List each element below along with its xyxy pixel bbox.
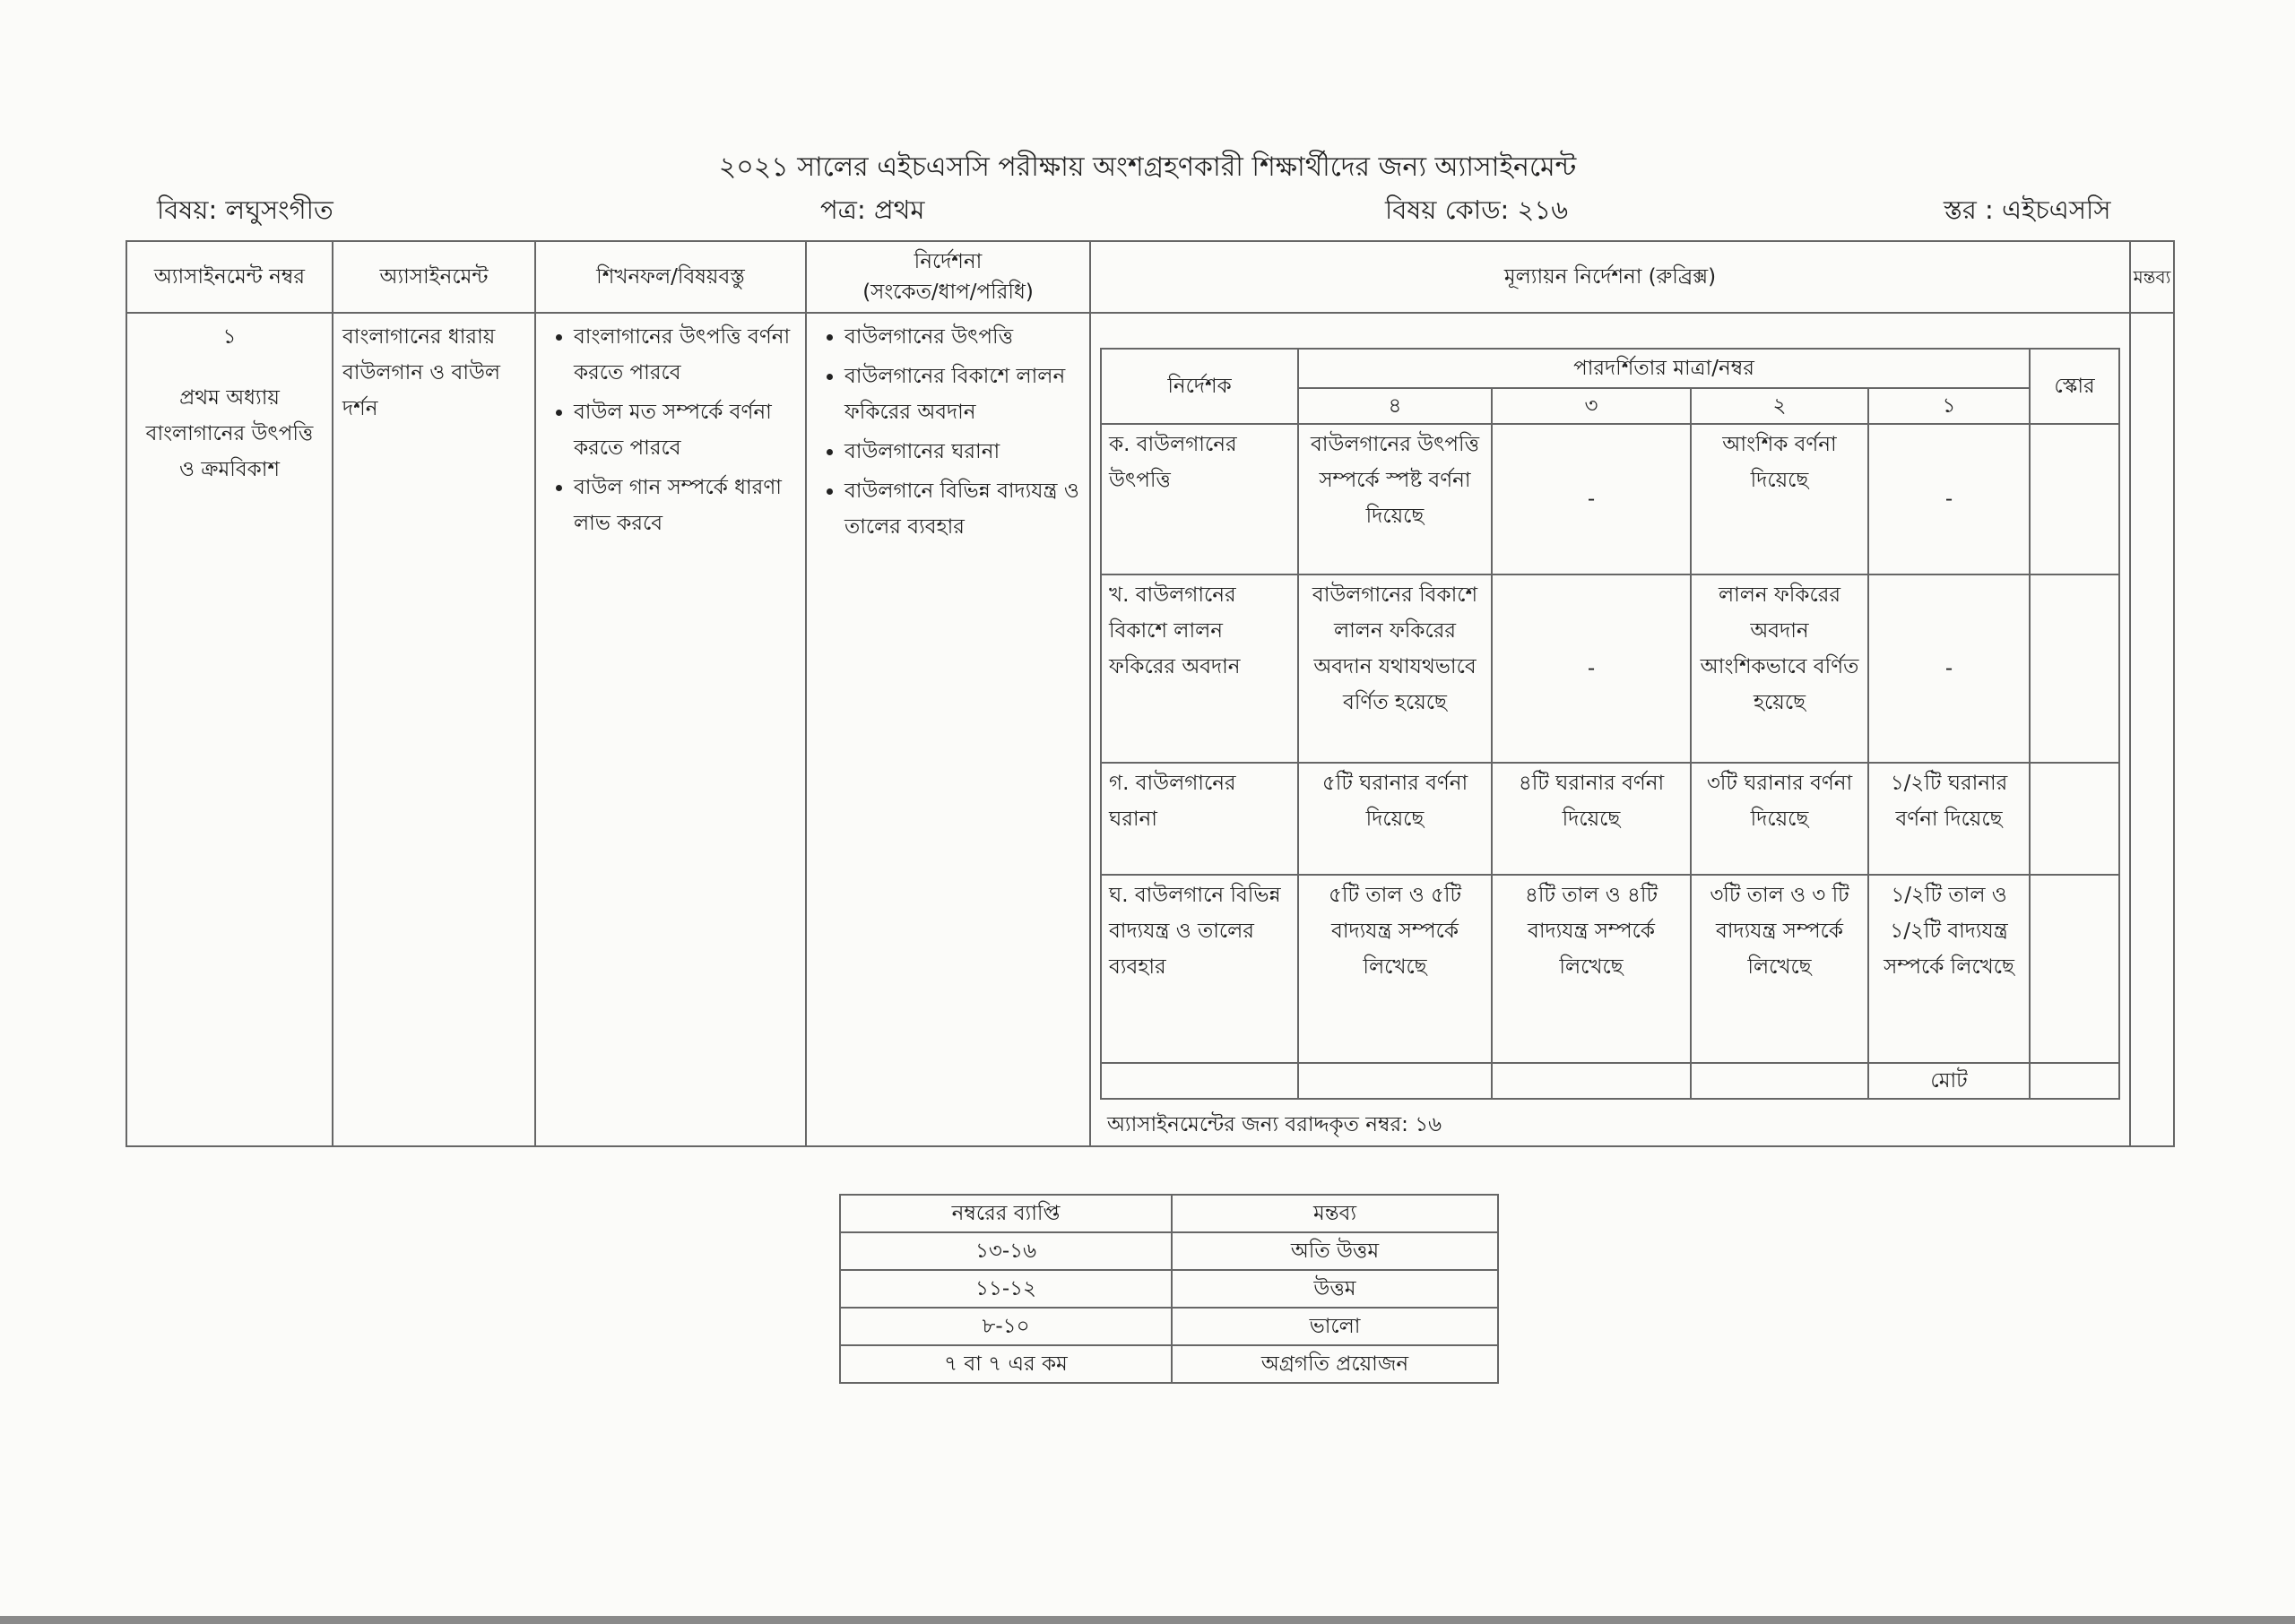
score-row	[840, 1232, 1498, 1270]
score-row	[840, 1308, 1498, 1345]
score-range: ১১-১২	[840, 1270, 1172, 1308]
rubric-row	[1101, 875, 2119, 1063]
chapter-label: প্রথম অধ্যায়	[179, 386, 280, 410]
header-assignment-no: অ্যাসাইনমেন্ট নম্বর	[126, 241, 333, 313]
rubric-level-1-text: -	[1868, 424, 2030, 574]
header-outcomes: শিখনফল/বিষয়বস্তু	[535, 241, 806, 313]
subject-code-label: বিষয় কোড: ২১৬	[1385, 194, 1569, 225]
rubric-level-3: ৩	[1492, 388, 1691, 424]
rubric-indicator: ঘ. বাউলগানে বিভিন্ন বাদ্যযন্ত্র ও তালের ব্যবহার	[1101, 875, 1298, 1063]
rubric-score-cell	[2030, 875, 2119, 1063]
rubric-indicator-header: নির্দেশক	[1101, 349, 1298, 424]
rubric-level-2-text: ৩টি ঘরানার বর্ণনা দিয়েছে	[1691, 763, 1868, 875]
score-range: ৮-১০	[840, 1308, 1172, 1345]
rubric-level-4-text: বাউলগানের উৎপত্তি সম্পর্কে স্পষ্ট বর্ণনা দিয়েছে	[1298, 424, 1492, 574]
rubric-level-2: ২	[1691, 388, 1868, 424]
rubric-level-1: ১	[1868, 388, 2030, 424]
subject-label: বিষয়: লঘুসংগীত	[157, 194, 333, 225]
instruction-item: • বাউলগানের উৎপত্তি	[844, 319, 1080, 355]
allotted-marks: অ্যাসাইনমেন্টের জন্য বরাদ্দকৃত নম্বর: ১৬	[1107, 1113, 1442, 1136]
assignment-topic: বাংলাগানের ধারায় বাউলগান ও বাউল দর্শন	[333, 313, 535, 1146]
score-range: ১৩-১৬	[840, 1232, 1172, 1270]
instruction-item: • বাউলগানে বিভিন্ন বাদ্যযন্ত্র ও তালের ব্যবহার	[844, 473, 1080, 545]
rubric-level-1-text: ১/২টি তাল ও ১/২টি বাদ্যযন্ত্র সম্পর্কে লিখেছে	[1868, 875, 2030, 1063]
level-label: স্তর : এইচএসসি	[1944, 194, 2111, 225]
document-title: ২০২১ সালের এইচএসসি পরীক্ষায় অংশগ্রহণকারী শিক্ষার্থীদের জন্য অ্যাসাইনমেন্ট	[718, 151, 1577, 183]
outcome-item: • বাউল মত সম্পর্কে বর্ণনা করতে পারবে	[574, 394, 796, 466]
evaluation-cell	[1090, 313, 2130, 1146]
score-range-header: নম্বরের ব্যাপ্তি	[840, 1195, 1172, 1232]
outcome-item: • বাংলাগানের উৎপত্তি বর্ণনা করতে পারবে	[574, 319, 796, 391]
rubric-level-2-text: ৩টি তাল ও ৩ টি বাদ্যযন্ত্র সম্পর্কে লিখেছে	[1691, 875, 1868, 1063]
scan-edge-bar	[0, 1616, 2295, 1624]
rubric-empty-cell	[1101, 1063, 1298, 1099]
score-remark: ভালো	[1172, 1308, 1498, 1345]
score-remark: অগ্রগতি প্রয়োজন	[1172, 1345, 1498, 1383]
rubric-level-3-text: ৪টি ঘরানার বর্ণনা দিয়েছে	[1492, 763, 1691, 875]
rubric-empty-cell	[1691, 1063, 1868, 1099]
header-assignment: অ্যাসাইনমেন্ট	[333, 241, 535, 313]
rubric-indicator: গ. বাউলগানের ঘরানা	[1101, 763, 1298, 875]
assignment-table-header	[126, 241, 2174, 313]
rubric-header-row	[1101, 349, 2119, 388]
outcomes-list	[545, 319, 796, 541]
score-remark-header: মন্তব্য	[1172, 1195, 1498, 1232]
rubric-indicator: খ. বাউলগানের বিকাশে লালন ফকিরের অবদান	[1101, 574, 1298, 763]
assignment-table	[126, 240, 2175, 1147]
assignment-number-cell	[126, 313, 333, 1146]
rubric-total-label: মোট	[1868, 1063, 2030, 1099]
rubric-score-cell	[2030, 763, 2119, 875]
rubric-level-1-text: ১/২টি ঘরানার বর্ণনা দিয়েছে	[1868, 763, 2030, 875]
chapter-topic: বাংলাগানের উৎপত্তি ও ক্রমবিকাশ	[145, 422, 314, 481]
header-instructions-title: নির্দেশনা	[914, 250, 983, 273]
rubric-score-cell	[2030, 424, 2119, 574]
rubric-level-4-text: বাউলগানের বিকাশে লালন ফকিরের অবদান যথাযথভাবে বর্ণিত হয়েছে	[1298, 574, 1492, 763]
rubric-level-4-text: ৫টি ঘরানার বর্ণনা দিয়েছে	[1298, 763, 1492, 875]
rubric-row	[1101, 424, 2119, 574]
rubric-empty-cell	[1492, 1063, 1691, 1099]
score-range-table	[839, 1194, 1499, 1384]
header-remarks: মন্তব্য	[2130, 241, 2174, 313]
rubric-total-row	[1101, 1063, 2119, 1099]
rubric-level-2-text: আংশিক বর্ণনা দিয়েছে	[1691, 424, 1868, 574]
score-header-row	[840, 1195, 1498, 1232]
instructions-cell	[806, 313, 1090, 1146]
rubric-level-3-text: -	[1492, 574, 1691, 763]
assignment-number: ১	[222, 325, 237, 349]
rubric-level-4: ৪	[1298, 388, 1492, 424]
outcome-item: • বাউল গান সম্পর্কে ধারণা লাভ করবে	[574, 470, 796, 541]
rubric-score-cell	[2030, 574, 2119, 763]
rubric-level-4-text: ৫টি তাল ও ৫টি বাদ্যযন্ত্র সম্পর্কে লিখেছে	[1298, 875, 1492, 1063]
remarks-cell	[2130, 313, 2174, 1146]
rubric-level-2-text: লালন ফকিরের অবদান আংশিকভাবে বর্ণিত হয়েছে	[1691, 574, 1868, 763]
score-row	[840, 1270, 1498, 1308]
rubric-row	[1101, 574, 2119, 763]
rubric-level-1-text: -	[1868, 574, 2030, 763]
rubric-table	[1100, 348, 2120, 1100]
rubric-indicator: ক. বাউলগানের উৎপত্তি	[1101, 424, 1298, 574]
score-row	[840, 1345, 1498, 1383]
instructions-list	[816, 319, 1080, 545]
score-range: ৭ বা ৭ এর কম	[840, 1345, 1172, 1383]
header-evaluation: মূল্যায়ন নির্দেশনা (রুব্রিক্স)	[1090, 241, 2130, 313]
assignment-row	[126, 313, 2174, 1146]
rubric-total-score	[2030, 1063, 2119, 1099]
paper-label: পত্র: প্রথম	[820, 194, 925, 225]
score-remark: উত্তম	[1172, 1270, 1498, 1308]
rubric-level-3-text: ৪টি তাল ও ৪টি বাদ্যযন্ত্র সম্পর্কে লিখেছে	[1492, 875, 1691, 1063]
header-instructions-subtitle: (সংকেত/ধাপ/পরিধি)	[862, 281, 1034, 304]
score-remark: অতি উত্তম	[1172, 1232, 1498, 1270]
rubric-level-header: পারদর্শিতার মাত্রা/নম্বর	[1298, 349, 2030, 388]
rubric-level-3-text: -	[1492, 424, 1691, 574]
header-instructions	[806, 241, 1090, 313]
instruction-item: • বাউলগানের বিকাশে লালন ফকিরের অবদান	[844, 358, 1080, 430]
rubric-score-header: স্কোর	[2030, 349, 2119, 424]
outcomes-cell	[535, 313, 806, 1146]
instruction-item: • বাউলগানের ঘরানা	[844, 434, 1080, 470]
rubric-empty-cell	[1298, 1063, 1492, 1099]
rubric-row	[1101, 763, 2119, 875]
